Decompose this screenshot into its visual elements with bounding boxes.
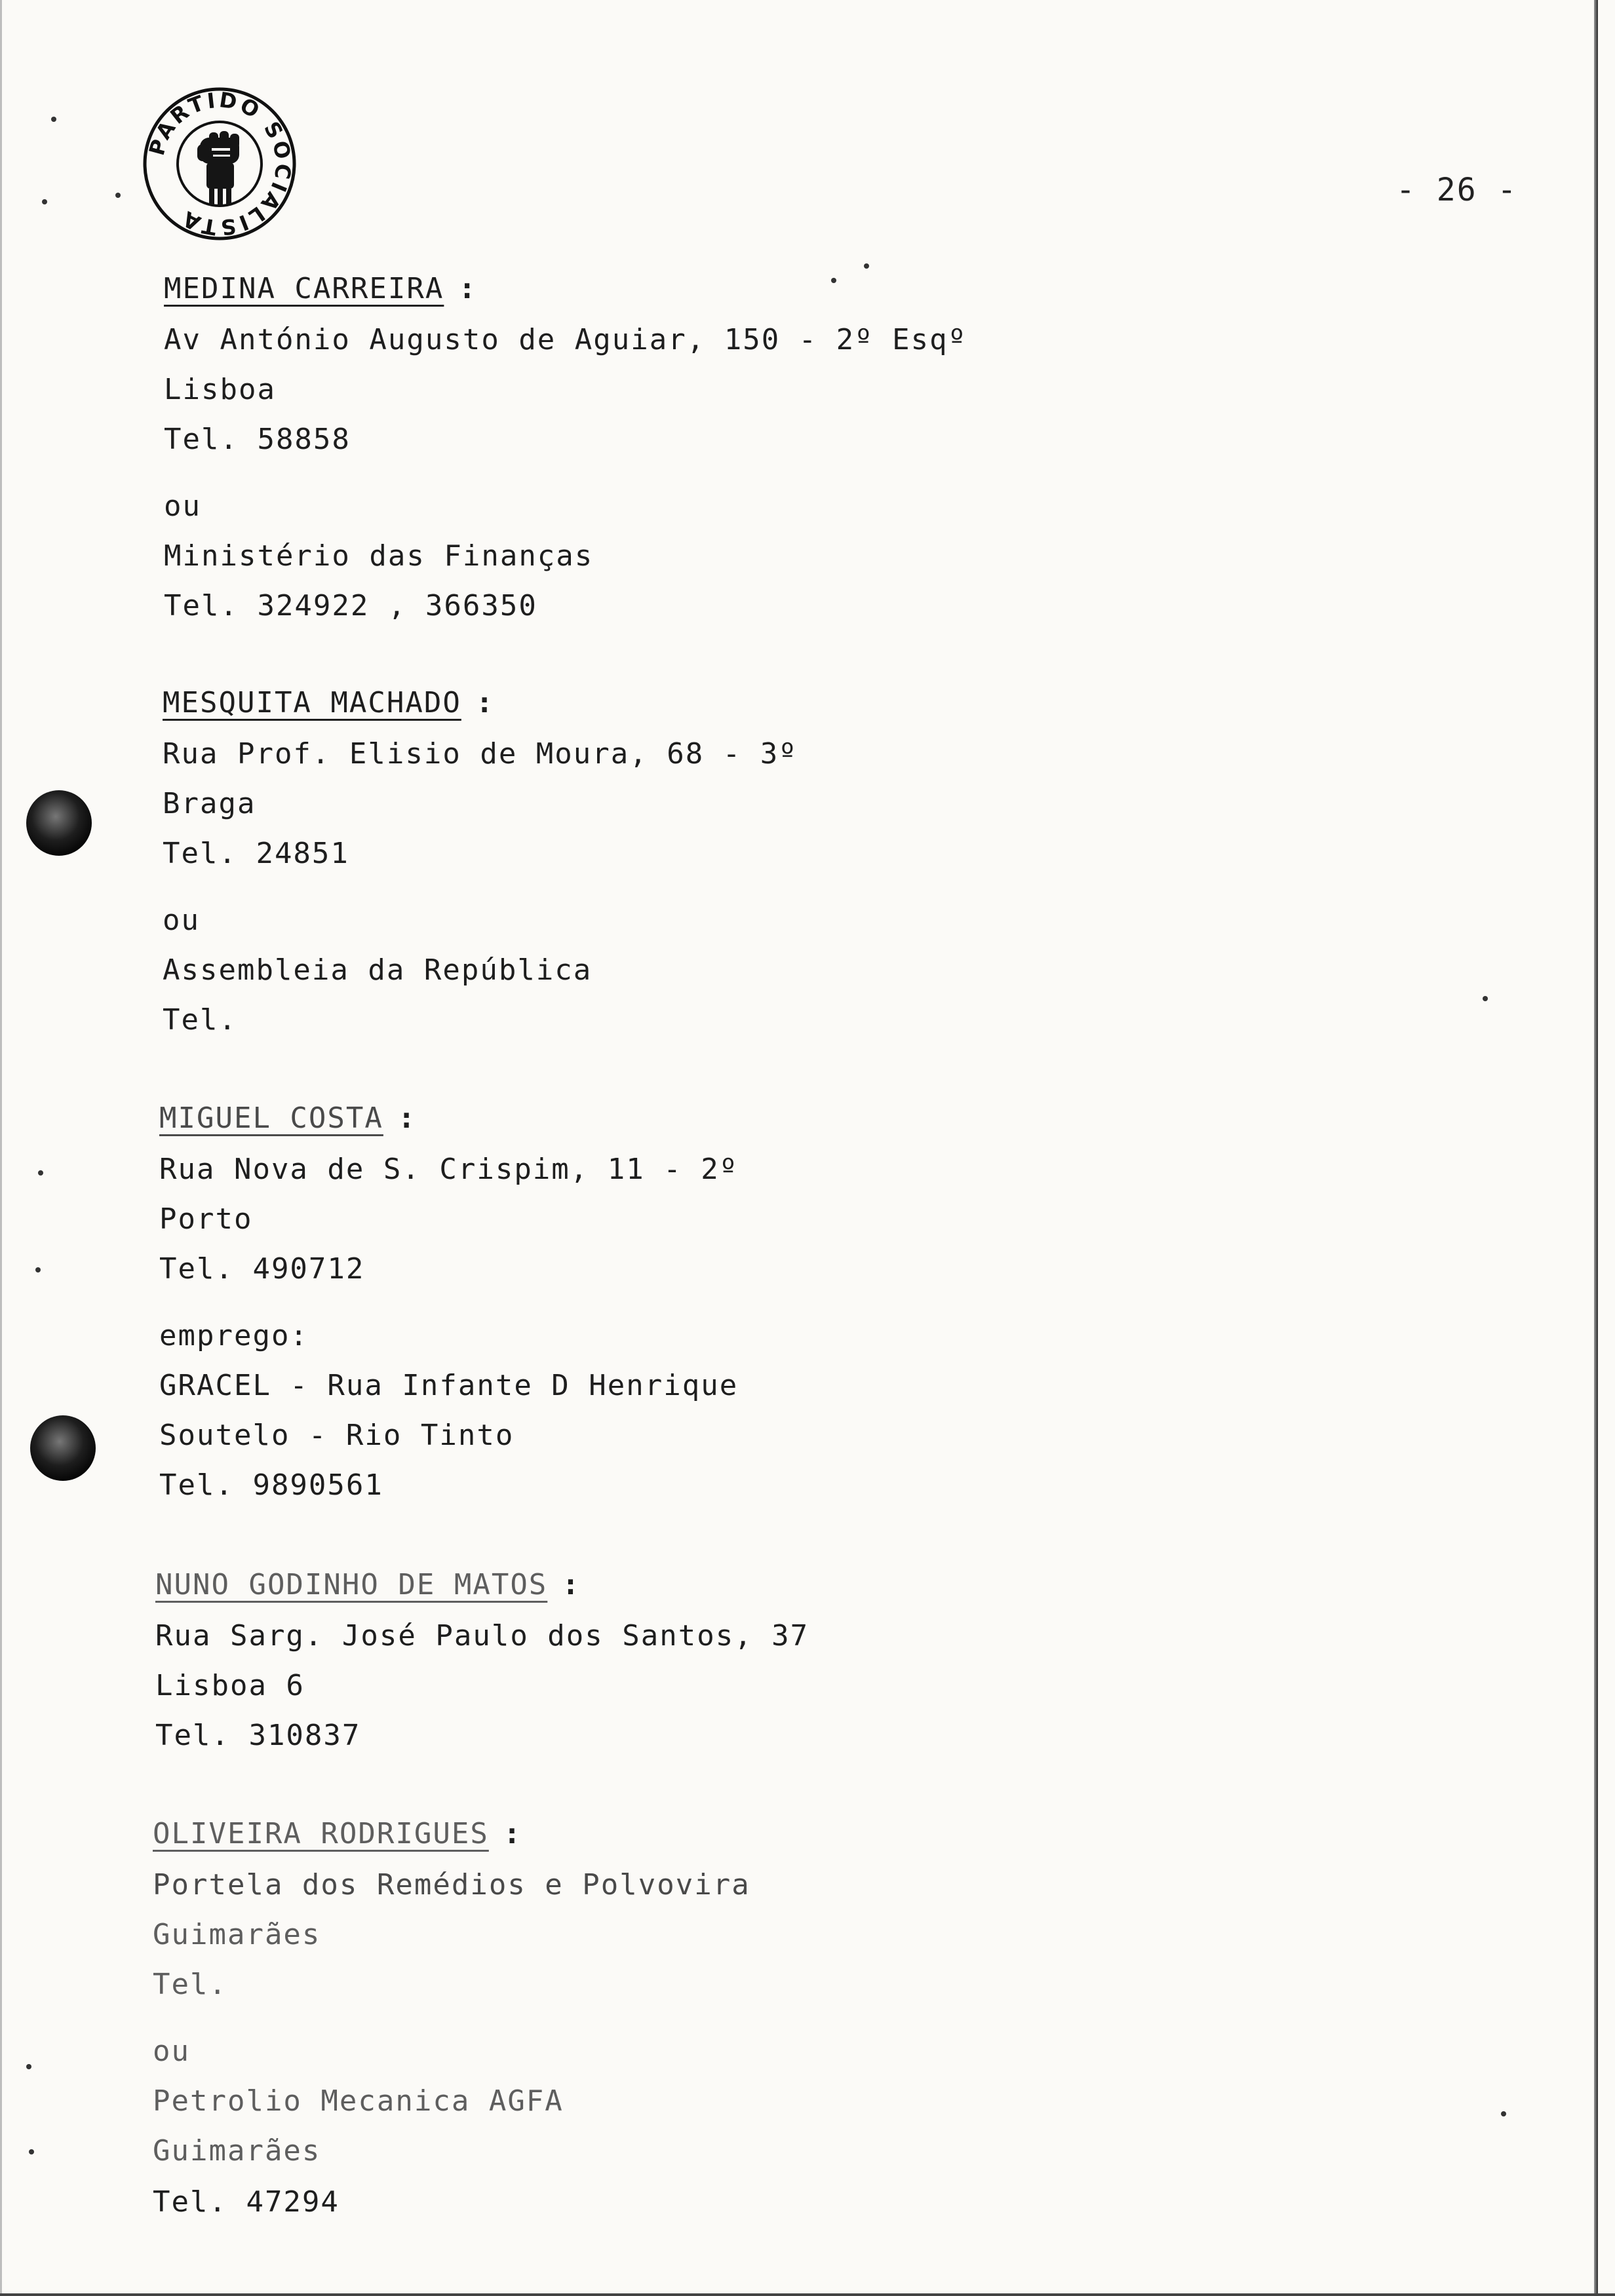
phone-line: Tel. bbox=[153, 1968, 227, 2001]
svg-text:PARTIDO SOCIALISTA: PARTIDO SOCIALISTA bbox=[144, 87, 296, 240]
address-line: Rua Prof. Elisio de Moura, 68 - 3º bbox=[163, 737, 798, 771]
employment-line: GRACEL - Rua Infante D Henrique bbox=[159, 1369, 739, 1402]
colon-mark: : bbox=[475, 686, 495, 719]
party-logo bbox=[141, 85, 298, 242]
contact-name: MIGUEL COSTA bbox=[159, 1101, 383, 1135]
city-line: Guimarães bbox=[153, 1918, 321, 1951]
alternate-phone-line: Tel. 47294 bbox=[153, 2185, 340, 2219]
alternate-label: ou bbox=[153, 2035, 190, 2068]
scan-speck bbox=[51, 117, 56, 122]
colon-mark: : bbox=[562, 1568, 581, 1601]
scan-speck bbox=[35, 1267, 41, 1272]
contact-name: MEDINA CARREIRA bbox=[164, 272, 444, 305]
employment-city-line: Soutelo - Rio Tinto bbox=[159, 1419, 515, 1452]
alternate-line: Petrolio Mecanica AGFA bbox=[153, 2084, 564, 2118]
contact-name: NUNO GODINHO DE MATOS bbox=[155, 1568, 548, 1601]
scan-speck bbox=[42, 199, 47, 204]
scan-speck bbox=[26, 2064, 31, 2069]
scan-speck bbox=[831, 278, 836, 283]
address-line: Rua Sarg. José Paulo dos Santos, 37 bbox=[155, 1619, 809, 1653]
phone-line: Tel. 310837 bbox=[155, 1719, 361, 1752]
employment-phone-line: Tel. 9890561 bbox=[159, 1468, 383, 1502]
punch-hole bbox=[26, 790, 92, 856]
colon-mark: : bbox=[503, 1817, 522, 1850]
alternate-label: ou bbox=[163, 904, 200, 937]
employment-label: emprego: bbox=[159, 1319, 309, 1352]
city-line: Lisboa 6 bbox=[155, 1669, 305, 1702]
scan-speck bbox=[115, 193, 121, 198]
alternate-line: Ministério das Finanças bbox=[164, 539, 594, 573]
alternate-city-line: Guimarães bbox=[153, 2134, 321, 2168]
phone-line: Tel. 490712 bbox=[159, 1252, 365, 1286]
page-number: - 26 - bbox=[1396, 172, 1518, 208]
contact-name: OLIVEIRA RODRIGUES bbox=[153, 1817, 489, 1850]
scan-speck bbox=[1501, 2111, 1506, 2116]
address-line: Portela dos Remédios e Polvovira bbox=[153, 1868, 750, 1902]
contact-name: MESQUITA MACHADO bbox=[163, 686, 461, 719]
phone-line: Tel. 58858 bbox=[164, 423, 351, 456]
city-line: Porto bbox=[159, 1202, 253, 1236]
page-left-edge bbox=[0, 0, 2, 2296]
alternate-phone-line: Tel. bbox=[163, 1003, 237, 1037]
punch-hole bbox=[30, 1415, 96, 1481]
colon-mark: : bbox=[458, 272, 477, 305]
phone-line: Tel. 24851 bbox=[163, 837, 349, 870]
alternate-line: Assembleia da República bbox=[163, 953, 593, 987]
scan-speck bbox=[1483, 996, 1488, 1001]
colon-mark: : bbox=[397, 1101, 417, 1135]
page-bottom-edge bbox=[0, 2293, 1615, 2296]
scan-speck bbox=[38, 1170, 43, 1176]
scan-speck bbox=[29, 2149, 34, 2154]
page-right-edge bbox=[1594, 0, 1598, 2296]
scan-speck bbox=[864, 263, 869, 269]
alternate-label: ou bbox=[164, 489, 201, 523]
city-line: Lisboa bbox=[164, 373, 276, 406]
address-line: Av António Augusto de Aguiar, 150 - 2º Esqº bbox=[164, 323, 967, 356]
city-line: Braga bbox=[163, 787, 256, 820]
alternate-phone-line: Tel. 324922 , 366350 bbox=[164, 589, 537, 622]
address-line: Rua Nova de S. Crispim, 11 - 2º bbox=[159, 1153, 739, 1186]
